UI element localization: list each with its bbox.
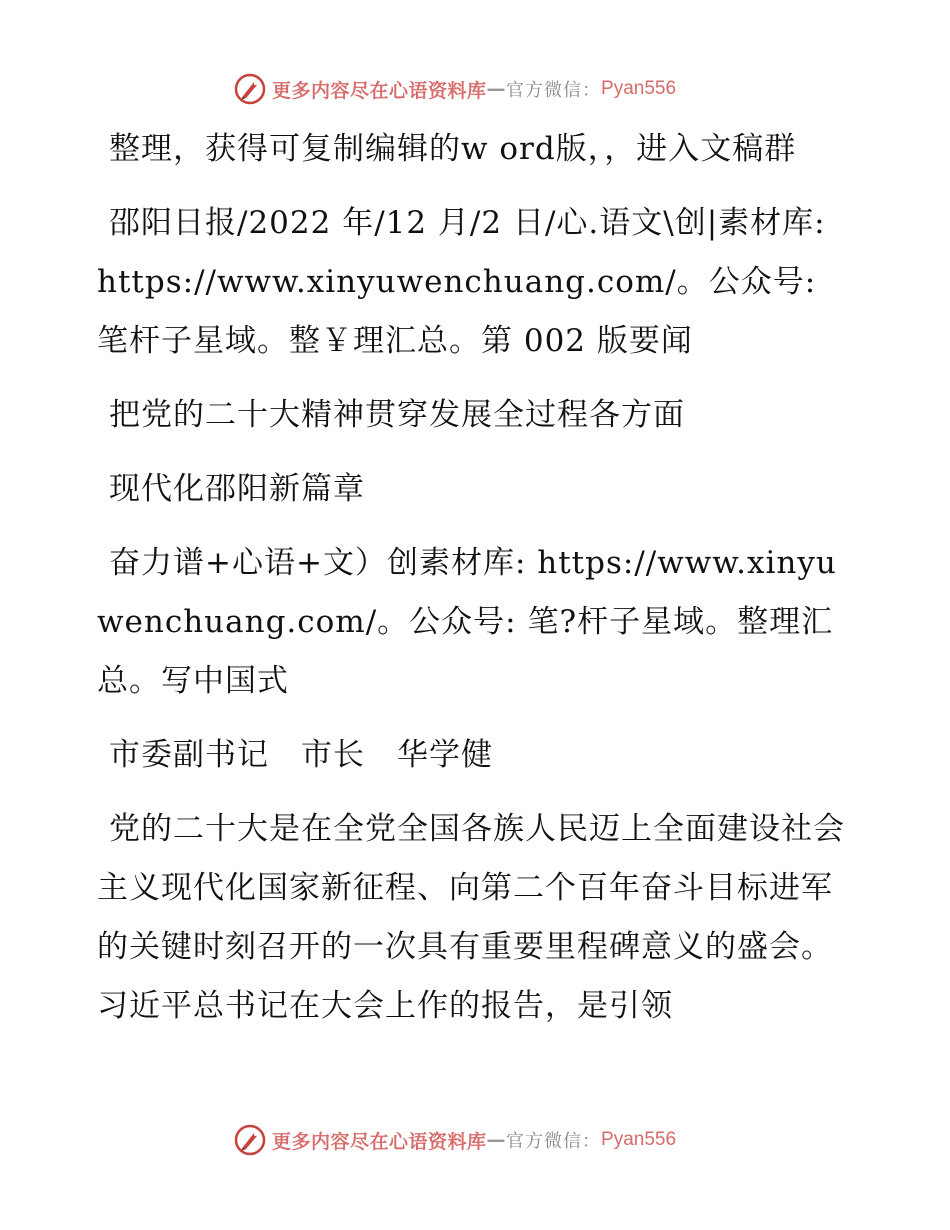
- banner-wechat-id: Pyan556: [601, 78, 677, 99]
- pen-logo-icon: [234, 73, 266, 105]
- article-headline-line2: 现代化邵阳新篇章: [109, 471, 365, 507]
- banner-wechat-label: 官方微信：: [506, 80, 602, 101]
- article-headline-line1: 把党的二十大精神贯穿发展全过程各方面: [109, 397, 685, 433]
- banner-dash: —: [486, 1129, 507, 1151]
- paragraph-source-info: 邵阳日报/2022 年/12 月/2 日/心.语文\创|素材库: https://www.xinyuwenchuang.com/。公众号: 笔杆子星域。整￥理汇总。第 002 版要闻: [97, 205, 826, 359]
- banner-dash: —: [486, 78, 507, 100]
- document-body: [97, 120, 857, 1036]
- header-watermark-banner: [234, 72, 676, 106]
- paragraph-intro: 整理，获得可复制编辑的w ord版，，进入文稿群: [109, 131, 797, 167]
- banner-text: 更多内容尽在心语资料库: [272, 79, 487, 102]
- banner-text: 更多内容尽在心语资料库: [272, 1130, 487, 1153]
- article-headline-line3: 奋力谱+心语+文）创素材库: https://www.xinyuwenchuang.com/。公众号: 笔?杆子星域。整理汇总。写中国式: [97, 545, 837, 699]
- banner-wechat-label: 官方微信：: [506, 1131, 602, 1152]
- banner-wechat-id: Pyan556: [601, 1129, 677, 1150]
- article-byline: 市委副书记 市长 华学健: [109, 737, 493, 773]
- article-body-paragraph: 党的二十大是在全党全国各族人民迈上全面建设社会主义现代化国家新征程、向第二个百年奋斗目标进军的关键时刻召开的一次具有重要里程碑意义的盛会。习近平总书记在大会上作的报告，是引领: [97, 811, 845, 1024]
- footer-watermark-banner: [234, 1123, 676, 1157]
- pen-logo-icon: [234, 1124, 266, 1156]
